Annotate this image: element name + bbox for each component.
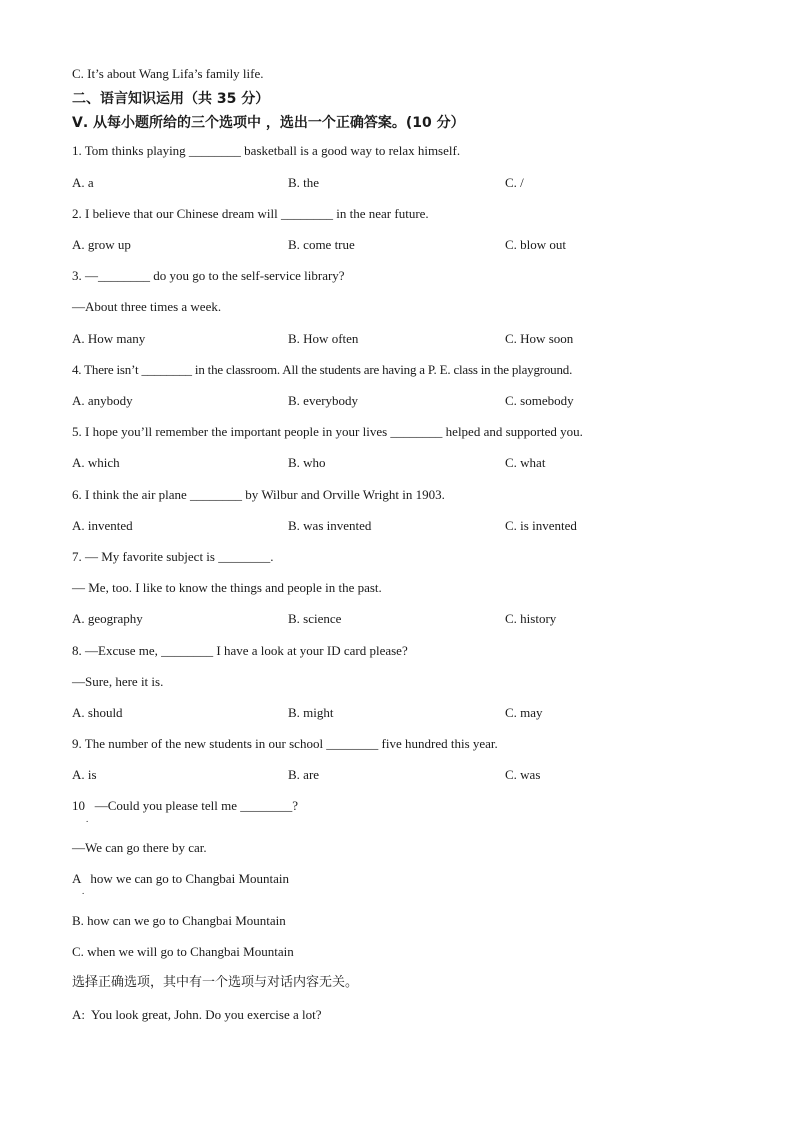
question-8-option-c: C. may (505, 705, 543, 720)
stray-dot-mark: . (86, 814, 89, 824)
question-10-option-c: C. when we will go to Changbai Mountain (72, 944, 294, 959)
question-10-reply-line: —We can go there by car. (72, 840, 207, 855)
question-6-option-c: C. is invented (505, 518, 577, 533)
question-6-option-b: B. was invented (288, 518, 372, 533)
question-5-option-b: B. who (288, 455, 326, 470)
question-1-stem: 1. Tom thinks playing ________ basketball is a good way to relax himself. (72, 143, 461, 158)
question-3-option-b: B. How often (288, 331, 359, 346)
question-4-option-b: B. everybody (288, 393, 359, 408)
question-7-option-b: B. science (288, 611, 342, 626)
question-7-reply-line: — Me, too. I like to know the things and people in the past. (72, 580, 382, 595)
question-9-option-c: C. was (505, 767, 541, 782)
section-title: 二、语言知识运用（共 35 分） (72, 91, 270, 107)
question-1-option-c: C. / (505, 175, 524, 190)
question-5-option-a: A. which (72, 455, 120, 470)
question-6-option-a: A. invented (72, 518, 133, 533)
question-2-option-a: A. grow up (72, 237, 131, 252)
part-title: Ⅴ. 从每小题所给的三个选项中 ，选出一个正确答案。(10 分） (72, 115, 465, 131)
question-1-option-a: A. a (72, 175, 94, 190)
question-1-option-b: B. the (288, 175, 320, 190)
question-4-option-a: A. anybody (72, 393, 133, 408)
stray-dot-mark: . (82, 886, 85, 896)
question-10-stem: 10 —Could you please tell me ________? (72, 798, 299, 813)
question-2-stem: 2. I believe that our Chinese dream will ________ in the near future. (72, 206, 429, 221)
question-9-stem: 9. The number of the new students in our school ________ five hundred this year. (72, 736, 498, 751)
question-5-stem: 5. I hope you’ll remember the important people in your lives ________ helped and supported you. (72, 424, 583, 439)
previous-option-c: C. It’s about Wang Lifa’s family life. (72, 66, 264, 81)
question-3-option-a: A. How many (72, 331, 146, 346)
question-9-option-b: B. are (288, 767, 320, 782)
question-4-option-c: C. somebody (505, 393, 574, 408)
question-5-option-c: C. what (505, 455, 546, 470)
question-2-option-b: B. come true (288, 237, 355, 252)
question-6-stem: 6. I think the air plane ________ by Wilbur and Orville Wright in 1903. (72, 487, 445, 502)
question-4-stem: 4. There isn’t ________ in the classroom. All the students are having a P. E. class in the playground. (72, 362, 573, 377)
question-10-option-a: A how we can go to Changbai Mountain (72, 871, 289, 886)
dialog-first-line: A: You look great, John. Do you exercise a lot? (72, 1007, 322, 1022)
question-7-stem: 7. — My favorite subject is ________. (72, 549, 274, 564)
question-10-option-b: B. how can we go to Changbai Mountain (72, 913, 286, 928)
question-8-stem: 8. —Excuse me, ________ I have a look at your ID card please? (72, 643, 408, 658)
question-3-answer-line: —About three times a week. (72, 299, 222, 314)
question-8-reply-line: —Sure, here it is. (72, 674, 164, 689)
question-8-option-a: A. should (72, 705, 123, 720)
question-3-stem: 3. —________ do you go to the self-service library? (72, 268, 345, 283)
question-2-option-c: C. blow out (505, 237, 567, 252)
question-7-option-a: A. geography (72, 611, 143, 626)
question-9-option-a: A. is (72, 767, 97, 782)
question-8-option-b: B. might (288, 705, 334, 720)
question-7-option-c: C. history (505, 611, 557, 626)
question-3-option-c: C. How soon (505, 331, 574, 346)
dialog-instruction: 选择正确选项，其中有一个选项与对话内容无关。 (72, 975, 359, 990)
